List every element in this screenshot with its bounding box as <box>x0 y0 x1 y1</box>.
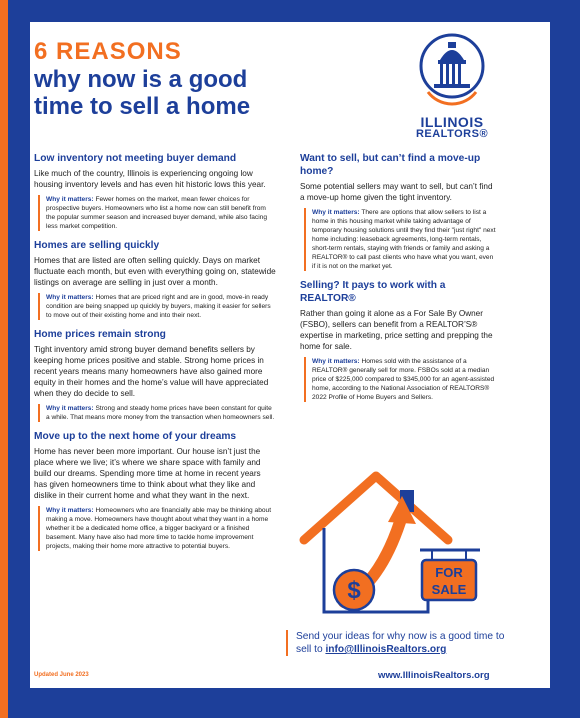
why-label: Why it matters: <box>46 294 94 301</box>
why-text: Homeowners who are financially able may be thinking about making a move. Homeowners have thought about what they want in a home whether it be a dedicated home office, a bigger backyard or a finished basement. Many have also had more time to tackle home improvement projects, making their home more attractive to potential buyers. <box>46 507 272 550</box>
why-it-matters <box>304 357 496 402</box>
coin-symbol: $ <box>347 577 361 604</box>
why-it-matters <box>38 293 276 320</box>
logo-text-illinois: ILLINOIS <box>420 114 484 130</box>
section-selling-quickly <box>34 239 276 320</box>
section-heading: Homes are selling quickly <box>34 240 160 251</box>
section-body: Homes that are listed are often selling quickly. Days on market fluctuate each month, but even with everything going on, statewide listings on average are selling in just over a month. <box>34 256 276 287</box>
why-text: Homes that are priced right and are in good, move-in ready condition are being snapped up quickly by buyers, making it easier for sellers to move out of their existing home and into their next. <box>46 294 271 319</box>
section-body: Rather than going it alone as a For Sale By Owner (FSBO), sellers can benefit from a REALTOR’S® expertise in marketing, price setting and prepping the home for sale. <box>300 309 493 351</box>
call-to-action <box>286 630 506 656</box>
why-text: Fewer homes on the market, mean fewer choices for prospective buyers. Homeowners who list a home now can still benefit from the popular summer season and increased buyer demand, while also facing less market competition. <box>46 196 268 230</box>
section-heading: Move up to the next home of your dreams <box>34 431 237 442</box>
why-label: Why it matters: <box>312 358 360 365</box>
section-body: Like much of the country, Illinois is experiencing ongoing low housing inventory levels and has even hit historic lows this year. <box>34 169 266 189</box>
logo-text-realtors: REALTORS® <box>415 128 489 140</box>
why-label: Why it matters: <box>312 209 360 216</box>
right-column <box>300 152 496 410</box>
why-text: There are options that allow sellers to list a home in this housing market while taking advantage of temporary housing solutions until they find their "just right" next home including: leaseback agreements, long-term rentals, short-term rentals, staying with friends or family and asking a REALTOR® to call past clients who have what you want, even if it is not on the market yet. <box>312 209 496 270</box>
updated-date: Updated June 2023 <box>34 672 89 678</box>
section-heading: Low inventory not meeting buyer demand <box>34 153 237 164</box>
left-column <box>34 152 276 559</box>
section-prices-strong <box>34 328 276 422</box>
website-link[interactable]: www.IllinoisRealtors.org <box>378 670 490 681</box>
why-label: Why it matters: <box>46 196 94 203</box>
section-move-up-home <box>300 152 496 271</box>
section-body: Tight inventory amid strong buyer demand benefits sellers by keeping home prices positive and stable. Strong home prices in recent years means many homeowners have also gained more equity in their homes and the home’s value will have appreciated when they do decide to sell. <box>34 345 269 398</box>
sign-text-sale: SALE <box>431 582 467 597</box>
section-move-up <box>34 430 276 551</box>
why-text: Homes sold with the assistance of a REALTOR® generally sell for more. FSBOs sold at a median price of $225,000 compared to $345,000 for an agent-assisted home, according to the National Association of REALTORS® 2022 Profile of Home Buyers and Sellers. <box>312 358 495 401</box>
title-reasons: 6 REASONS <box>34 38 182 65</box>
why-it-matters <box>38 506 276 551</box>
sign-text-for: FOR <box>435 565 463 580</box>
section-heading: Home prices remain strong <box>34 329 166 340</box>
title-subtitle: why now is a good time to sell a home <box>34 66 251 120</box>
section-heading: Selling? It pays to work with a REALTOR® <box>300 280 446 304</box>
section-body: Home has never been more important. Our house isn’t just the place where we live; it’s where we share space with family and build our dreams. Spending more time at home in recent years has given homeowners time to think about what they like and dislike in their current home and what they want in the next. <box>34 447 261 500</box>
house-for-sale-illustration <box>270 462 482 620</box>
why-label: Why it matters: <box>46 405 94 412</box>
why-text: Strong and steady home prices have been constant for quite a while. That means more money from the transaction when homeowners sell. <box>46 405 275 421</box>
cta-text: Send your ideas for why now is a good time to sell to <box>296 631 505 655</box>
why-label: Why it matters: <box>46 507 94 514</box>
section-low-inventory <box>34 152 276 231</box>
section-body: Some potential sellers may want to sell, but can’t find a move-up home given the tight inventory. <box>300 182 493 202</box>
cta-email-link[interactable]: info@IllinoisRealtors.org <box>325 644 447 655</box>
orange-accent-bar <box>0 0 8 718</box>
section-heading: Want to sell, but can’t find a move-up home? <box>300 153 481 177</box>
section-work-with-realtor <box>300 279 496 402</box>
why-it-matters <box>38 404 276 422</box>
why-it-matters <box>38 195 276 231</box>
why-it-matters <box>304 208 496 271</box>
